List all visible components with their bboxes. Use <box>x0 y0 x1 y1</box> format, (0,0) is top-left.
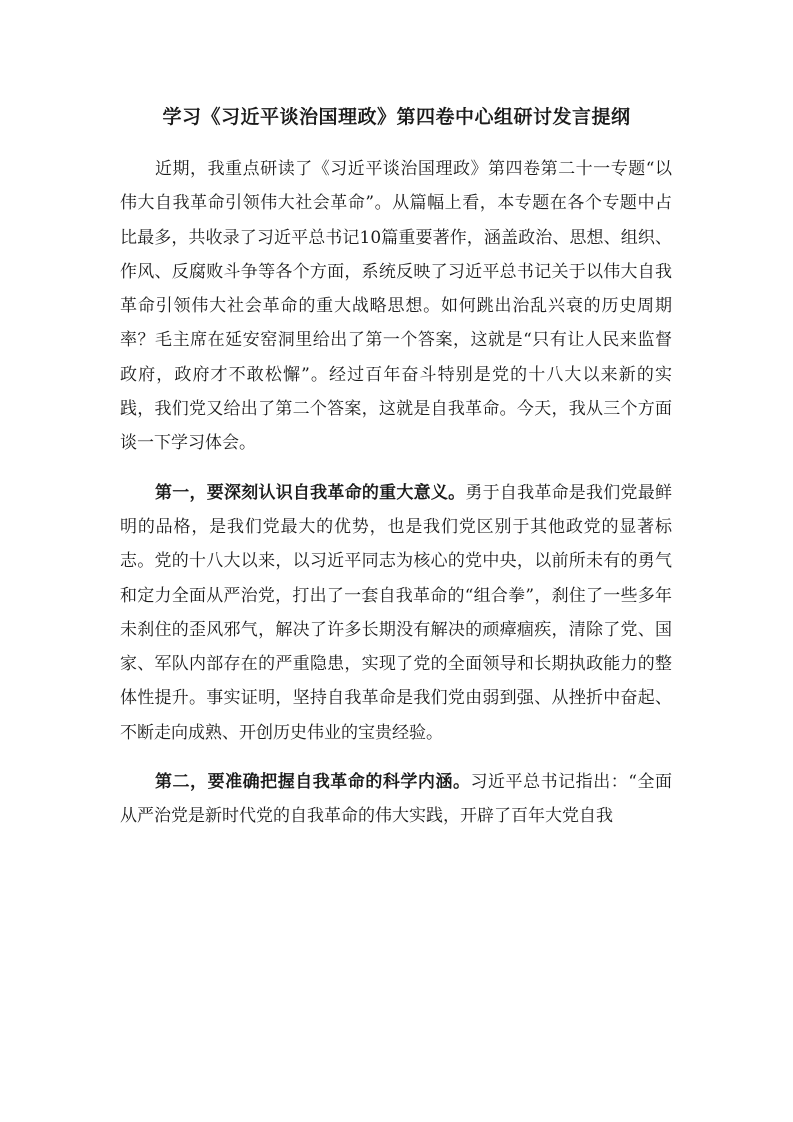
section-2-text: 习近平总书记指出：“全面从严治党是新时代党的自我革命的伟大实践，开辟了百年大党自我 <box>120 772 672 827</box>
section-1-paragraph <box>120 476 672 750</box>
document-title: 学习《习近平谈治国理政》第四卷中心组研讨发言提纲 <box>162 106 631 128</box>
document-body <box>120 152 672 834</box>
intro-paragraph: 近期，我重点研读了《习近平谈治国理政》第四卷第二十一专题“以伟大自我革命引领伟大社会革命”。从篇幅上看，本专题在各个专题中占比最多，共收录了习近平总书记10篇重要著作，涵盖政治、思想、组织、作风、反腐败斗争等各个方面，系统反映了习近平总书记关于以伟大自我革命引领伟大社会革命的重大战略思想。如何跳出治乱兴衰的历史周期率？毛主席在延安窑洞里给出了第一个答案，这就是“只有让人民来监督政府，政府才不敢松懈”。经过百年奋斗特别是党的十八大以来新的实践，我们党又给出了第二个答案，这就是自我革命。今天，我从三个方面谈一下学习体会。 <box>120 159 672 454</box>
section-2-heading: 第二，要准确把握自我革命的科学内涵。 <box>155 772 471 793</box>
section-1-text: 勇于自我革命是我们党最鲜明的品格，是我们党最大的优势，也是我们党区别于其他政党的显著标志。党的十八大以来，以习近平同志为核心的党中央，以前所未有的勇气和定力全面从严治党，打出了一套自我革命的“组合拳”，刹住了一些多年未刹住的歪风邪气，解决了许多长期没有解决的顽瘴痼疾，清除了党、国家、军队内部存在的严重隐患，实现了党的全面领导和长期执政能力的整体性提升。事实证明，坚持自我革命是我们党由弱到强、从挫折中奋起、不断走向成熟、开创历史伟业的宝贵经验。 <box>120 482 673 743</box>
section-2-paragraph <box>120 765 672 834</box>
section-1-heading: 第一，要深刻认识自我革命的重大意义。 <box>155 482 466 503</box>
